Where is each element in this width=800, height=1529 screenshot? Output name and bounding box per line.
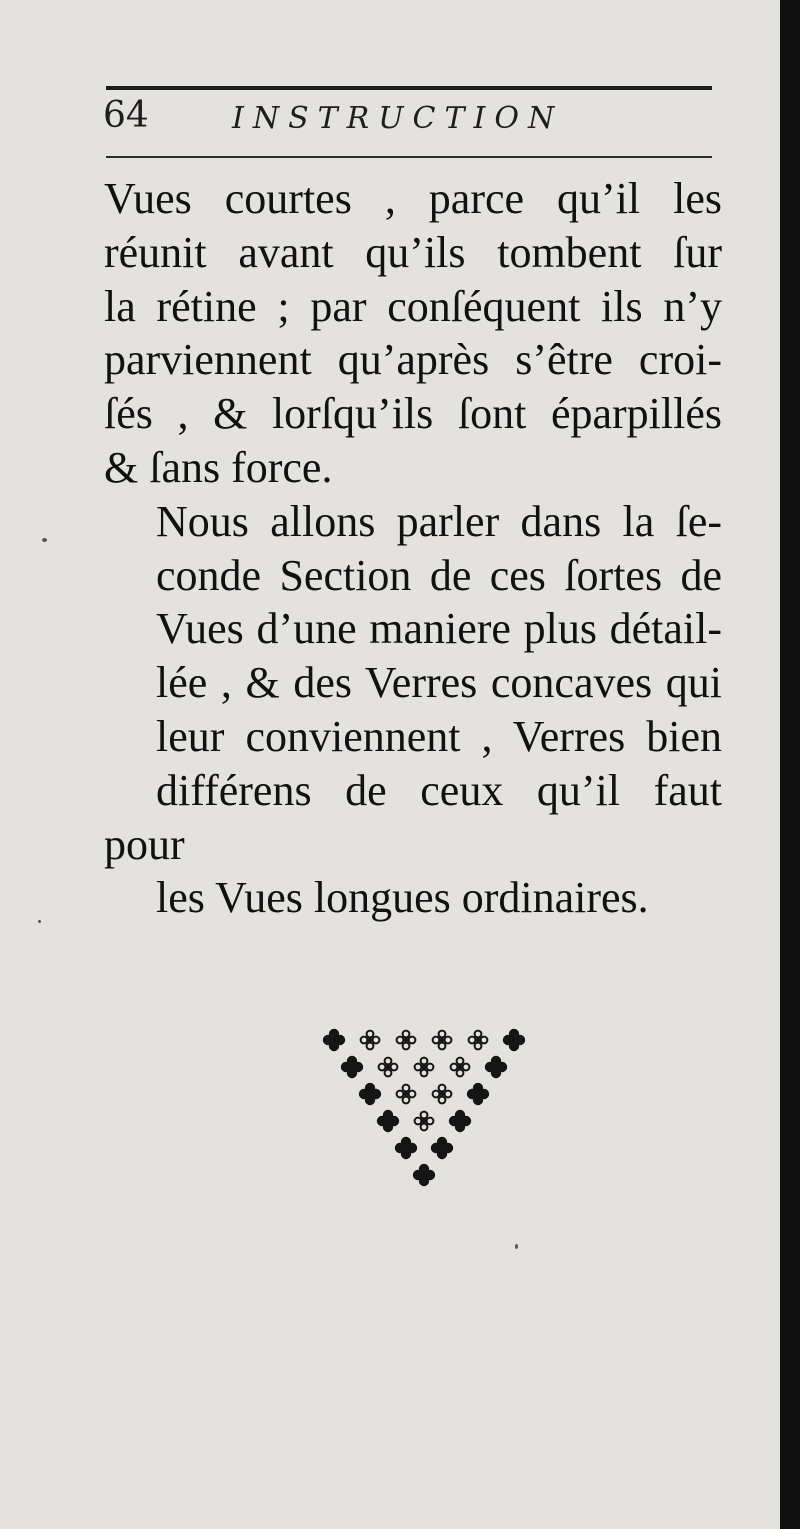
fleuron-mark (397, 1085, 416, 1104)
text-line: conde Section de ces ſortes de (156, 550, 722, 600)
fleuron-mark (468, 1084, 488, 1104)
paper-speck (42, 538, 47, 542)
text-line: différens de ceux qu’il faut pour (104, 765, 722, 869)
text-line: Vues courtes , parce qu’il les (104, 174, 722, 223)
running-title: INSTRUCTION (232, 101, 564, 136)
fleuron-mark (433, 1085, 452, 1104)
header-rule-bottom (106, 156, 712, 158)
fleuron-mark (415, 1112, 434, 1131)
text-line: ſés , & lorſqu’ils ſont éparpillés (104, 389, 722, 439)
fleuron-mark (451, 1058, 470, 1077)
paragraph-1 (104, 172, 722, 495)
fleuron-triangle-icon (312, 1020, 536, 1200)
page-number: 64 (103, 95, 149, 136)
fleuron-mark (432, 1138, 452, 1158)
text-line: la rétine ; par conſéquent ils n’y (104, 281, 722, 331)
fleuron-mark (414, 1165, 434, 1185)
fleuron-mark (396, 1138, 416, 1158)
text-line: & ſans force. (104, 442, 333, 492)
fleuron-mark (486, 1057, 506, 1077)
header-rule-top (106, 86, 712, 90)
fleuron-mark (433, 1031, 452, 1050)
paper-speck (38, 920, 41, 923)
fleuron-mark (379, 1058, 398, 1077)
text-line: les Vues longues ordinaires. (156, 873, 649, 923)
text-line: leur conviennent , Verres bien (156, 711, 722, 761)
text-line: lée , & des Verres concaves qui (156, 658, 722, 708)
text-line: Vues d’une maniere plus détail- (156, 604, 722, 654)
fleuron-mark (378, 1111, 398, 1131)
fleuron-mark (415, 1058, 434, 1077)
page-edge-shadow (780, 0, 800, 1529)
body-text (104, 172, 722, 925)
fleuron-mark (324, 1030, 344, 1050)
fleuron-mark (360, 1084, 380, 1104)
fleuron-mark (342, 1057, 362, 1077)
fleuron-mark (361, 1031, 380, 1050)
fleuron-mark (450, 1111, 470, 1131)
text-line: Nous allons parler dans la ſe- (156, 496, 722, 546)
fleuron-mark (397, 1031, 416, 1050)
text-line: réunit avant qu’ils tombent ſur (104, 227, 722, 277)
paper-speck (515, 1244, 518, 1249)
text-line: parviennent qu’après s’être croi- (104, 335, 722, 385)
fleuron-mark (504, 1030, 524, 1050)
paragraph-2 (104, 495, 722, 925)
fleuron-mark (469, 1031, 488, 1050)
